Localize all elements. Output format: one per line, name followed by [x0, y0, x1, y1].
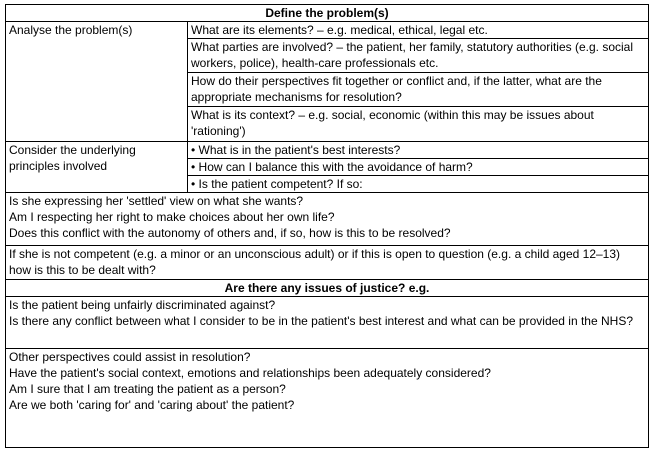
other-line: Are we both 'caring for' and 'caring about' the patient? — [9, 398, 295, 412]
principle-item-text: • What is in the patient's best interests? — [191, 143, 400, 157]
analyse-problem-label: Analyse the problem(s) — [6, 22, 188, 142]
competent-line: Is she expressing her 'settled' view on what she wants? — [9, 194, 304, 208]
competent-line: Does this conflict with the autonomy of others and, if so, how is this to be resolved? — [9, 226, 451, 240]
analyse-item-elements: What are its elements? – e.g. medical, ethical, legal etc. — [188, 22, 649, 39]
justice-questions — [6, 297, 649, 349]
analyse-item-perspectives: How do their perspectives fit together or conflict and, if the latter, what are the appropriate mechanisms for resolution? — [188, 73, 649, 107]
other-line: Am I sure that I am treating the patient as a person? — [9, 382, 286, 396]
justice-line: Is the patient being unfairly discriminated against? — [9, 298, 276, 312]
section-header-define-problem: Define the problem(s) — [6, 5, 649, 22]
other-perspectives-questions — [6, 349, 649, 448]
not-competent-question: If she is not competent (e.g. a minor or an unconscious adult) or if this is open to question (e.g. a child aged 12–13) how is this to be dealt with? — [6, 246, 649, 280]
competent-questions — [6, 193, 649, 246]
other-line: Have the patient's social context, emotions and relationships been adequately considered? — [9, 366, 491, 380]
competent-line: Am I respecting her right to make choices about her own life? — [9, 210, 335, 224]
principle-item — [188, 176, 649, 193]
other-line: Other perspectives could assist in resolution? — [9, 350, 251, 364]
principle-item-text: • Is the patient competent? If so: — [191, 177, 363, 191]
section-header-justice: Are there any issues of justice? e.g. — [6, 280, 649, 297]
analyse-item-parties: What parties are involved? – the patient, her family, statutory authorities (e.g. social workers, police), health-care professionals etc. — [188, 39, 649, 73]
principle-item-text: • How can I balance this with the avoidance of harm? — [191, 160, 473, 174]
justice-line: Is there any conflict between what I consider to be in the patient's best interest and what can be provided in the NHS? — [9, 314, 633, 328]
principle-item — [188, 142, 649, 159]
ethics-framework-table — [5, 4, 649, 448]
principles-label: Consider the underlying principles involved — [6, 142, 188, 193]
analyse-item-context: What is its context? – e.g. social, economic (within this may be issues about 'rationing') — [188, 107, 649, 142]
principle-item — [188, 159, 649, 176]
